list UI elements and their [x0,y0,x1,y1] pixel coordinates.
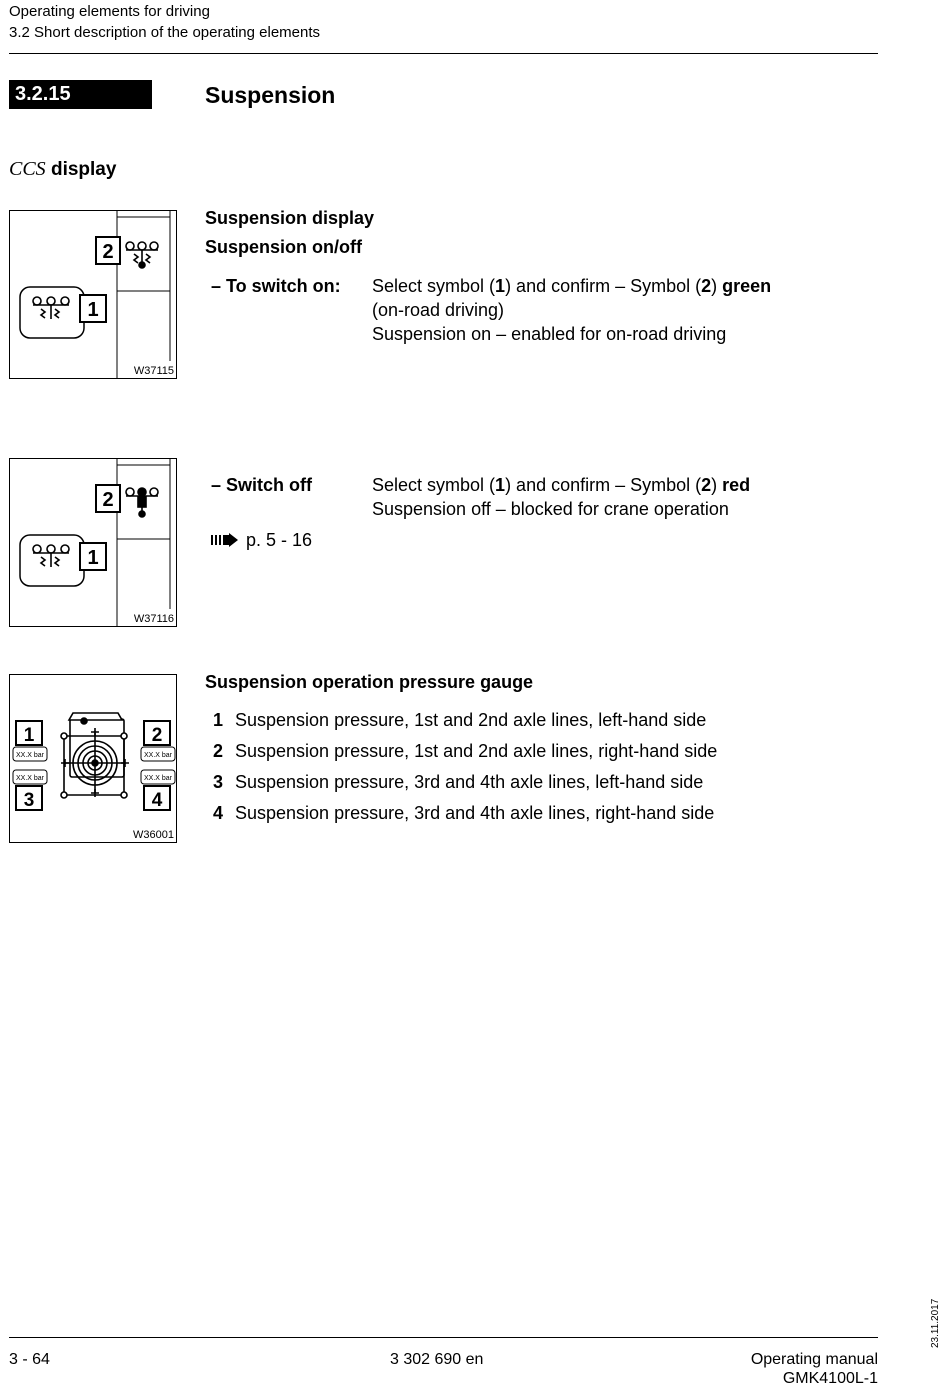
manual-title: Operating manual [750,1351,878,1368]
switch-off-label: – Switch off [211,475,313,495]
subsection-rest: display [45,159,117,180]
list-item-text: Suspension pressure, 1st and 2nd axle lines, right-hand side [235,741,718,761]
callout-2: 2 [102,241,114,263]
footer-rule [9,1337,878,1338]
section-number: 3.2.15 [9,80,152,109]
text-run: Select symbol ( [372,276,496,296]
figure-suspension-on [9,210,177,379]
pressure-readout-4: XX.X bar [143,775,173,782]
callout-2: 2 [151,725,163,746]
page-reference[interactable] [211,528,312,552]
list-item-number: 4 [213,803,224,823]
switch-off-result: Suspension off – blocked for crane operation [372,499,729,519]
model-name: GMK4100L-1 [782,1370,878,1387]
switch-on-result: Suspension on – enabled for on-road driving [372,324,727,344]
list-item-number: 3 [213,772,224,792]
symbol-ref-2: 2 [701,475,712,495]
list-item-text: Suspension pressure, 1st and 2nd axle lines, left-hand side [235,710,707,730]
figure-code: W36001 [133,829,174,841]
symbol-ref-1: 1 [495,276,506,296]
callout-3: 3 [23,790,35,811]
text-run: ) [711,475,723,495]
pressure-gauge-heading: Suspension operation pressure gauge [205,672,534,692]
header-rule [9,53,878,54]
suspension-on-icon [126,242,158,268]
callout-1: 1 [87,547,99,569]
page-number: 3 - 64 [9,1351,50,1368]
suspension-on-diagram [10,211,176,378]
suspension-onoff-heading: Suspension on/off [205,237,362,257]
pressure-readout-1: XX.X bar [15,752,45,759]
running-header-chapter: Operating elements for driving [9,3,210,20]
list-item-text: Suspension pressure, 3rd and 4th axle lines, left-hand side [235,772,704,792]
suspension-off-diagram [10,459,176,626]
reference-arrow-icon [211,533,241,547]
callout-1: 1 [23,725,35,746]
document-number: 3 302 690 en [390,1351,484,1368]
pressure-gauge-icon [61,713,129,798]
list-item-number: 2 [213,741,224,761]
revision-date: 23.11.2017 [930,1298,941,1348]
text-run: ) and confirm – Symbol ( [505,475,702,495]
figure-pressure-gauge [9,674,177,843]
callout-1: 1 [87,299,99,321]
pressure-readout-3: XX.X bar [15,775,45,782]
status-color-red: red [722,475,751,495]
subsection-italic: CCS [9,158,46,180]
text-run: ) [711,276,723,296]
symbol-ref-2: 2 [701,276,712,296]
status-color-green: green [722,276,772,296]
side-date-container [929,1268,942,1348]
section-title: Suspension [205,82,336,108]
suspension-display-heading: Suspension display [205,208,375,228]
page-reference-text: p. 5 - 16 [246,530,313,550]
callout-2: 2 [102,489,114,511]
list-item-text: Suspension pressure, 3rd and 4th axle lines, right-hand side [235,803,715,823]
list-item-number: 1 [213,710,224,730]
text-run: Select symbol ( [372,475,496,495]
pressure-gauge-diagram [10,675,176,842]
switch-on-label: – To switch on: [211,276,341,296]
switch-off-instruction [372,473,750,497]
figure-code: W37116 [133,613,174,625]
subsection-heading [9,158,116,181]
figure-code: W37115 [133,365,174,377]
switch-on-instruction [372,274,771,298]
text-run: ) and confirm – Symbol ( [505,276,702,296]
callout-4: 4 [151,790,163,811]
switch-on-note: (on-road driving) [372,300,505,320]
running-header-section: 3.2 Short description of the operating elements [9,24,321,41]
pressure-readout-2: XX.X bar [143,752,173,759]
symbol-ref-1: 1 [495,475,506,495]
suspension-off-icon [126,488,158,517]
figure-suspension-off [9,458,177,627]
